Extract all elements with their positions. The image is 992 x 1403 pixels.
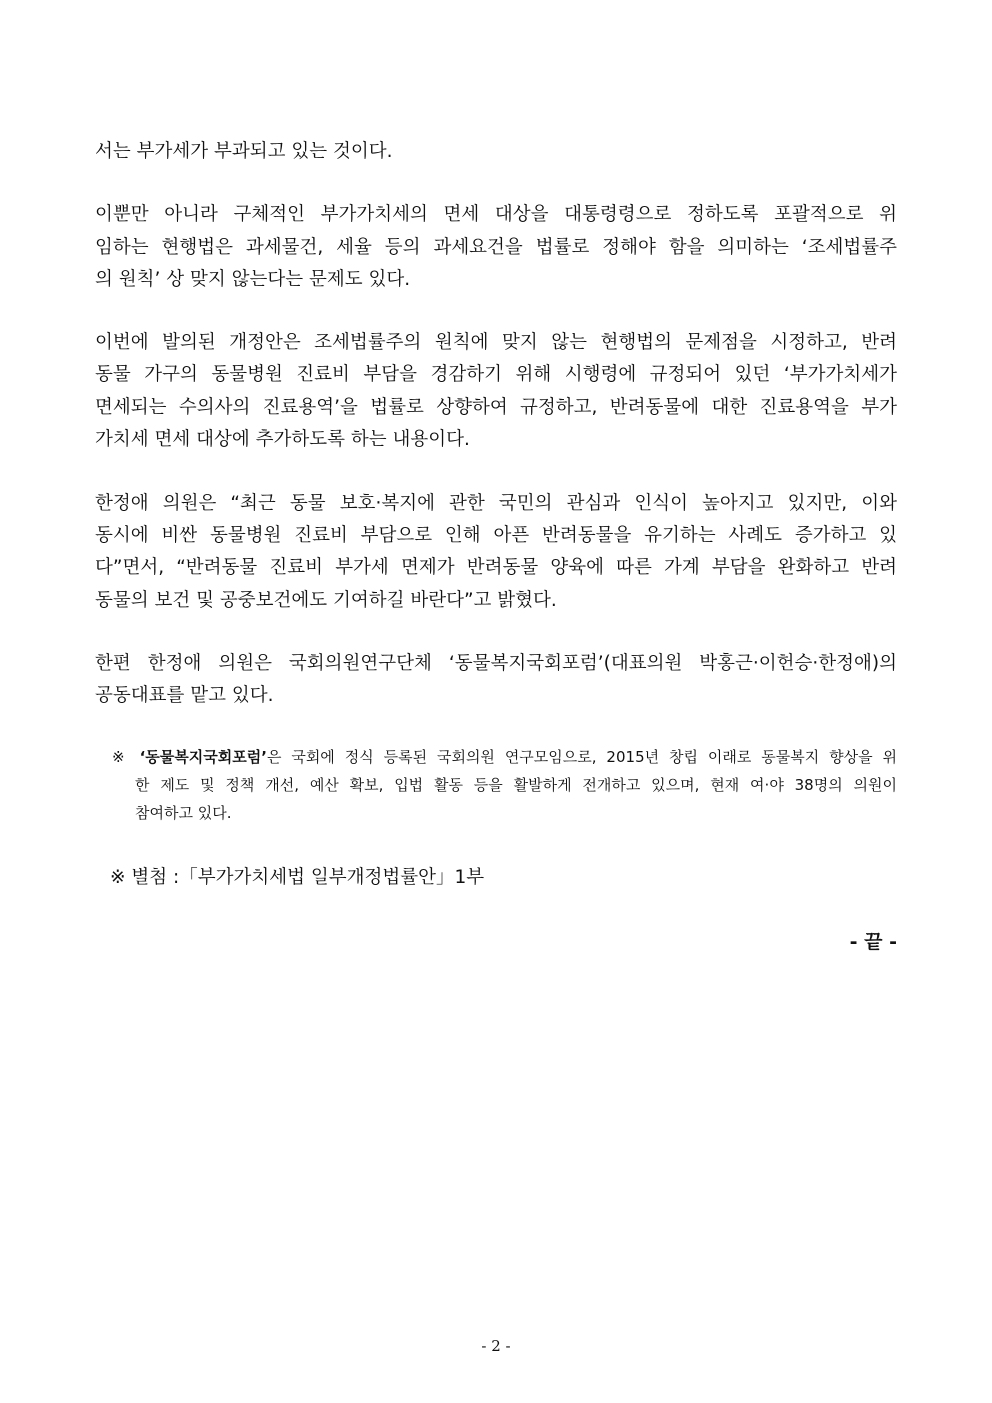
paragraph-line: 이번에 발의된 개정안은 조세법률주의 원칙에 맞지 않는 현행법의 문제점을 시정하고, 반려 (95, 332, 897, 353)
footnote-line (112, 746, 897, 768)
paragraph-line: 가치세 면세 대상에 추가하도록 하는 내용이다. (95, 429, 470, 450)
forum-name: ‘동물복지국회포럼’ (139, 748, 267, 766)
paragraph-line: 동물의 보건 및 공중보건에도 기여하길 바란다”고 밝혔다. (95, 590, 557, 611)
paragraph-line: 공동대표를 맡고 있다. (95, 685, 274, 706)
page-number: - 2 - (481, 1337, 511, 1355)
paragraph-line: 동시에 비싼 동물병원 진료비 부담으로 인해 아픈 반려동물을 유기하는 사례도 증가하고 있 (95, 525, 897, 546)
paragraph-line: 한편 한정애 의원은 국회의원연구단체 ‘동물복지국회포럼’(대표의원 박홍근·이헌승·한정애)의 (95, 653, 897, 674)
paragraph-line: 이뿐만 아니라 구체적인 부가가치세의 면세 대상을 대통령령으로 정하도록 포괄적으로 위 (95, 204, 897, 225)
paragraph-line: 동물 가구의 동물병원 진료비 부담을 경감하기 위해 시행령에 규정되어 있던 ‘부가가치세가 (95, 364, 897, 385)
footnote-text: 은 국회에 정식 등록된 국회의원 연구모임으로, 2015년 창립 이래로 동물복지 향상을 위 (266, 748, 897, 766)
footnote-line: 한 제도 및 정책 개선, 예산 확보, 입법 활동 등을 활발하게 전개하고 있으며, 현재 여·야 38명의 의원이 (135, 776, 897, 794)
paragraph-line: 면세되는 수의사의 진료용역’을 법률로 상향하여 규정하고, 반려동물에 대한 진료용역을 부가 (95, 397, 897, 418)
paragraph-line: 임하는 현행법은 과세물건, 세율 등의 과세요건을 법률로 정해야 함을 의미하는 ‘조세법률주 (95, 237, 897, 258)
reference-mark: ※ (112, 748, 140, 766)
paragraph-line: 의 원칙’ 상 맞지 않는다는 문제도 있다. (95, 269, 411, 290)
paragraph-line: 서는 부가세가 부과되고 있는 것이다. (95, 141, 393, 162)
end-mark: - 끝 - (849, 931, 897, 953)
footnote-line: 참여하고 있다. (135, 804, 232, 822)
attachment-note: ※ 별첨 :「부가가치세법 일부개정법률안」1부 (110, 867, 485, 888)
paragraph-line: 한정애 의원은 “최근 동물 보호·복지에 관한 국민의 관심과 인식이 높아지고 있지만, 이와 (95, 493, 897, 514)
paragraph-line: 다”면서, “반려동물 진료비 부가세 면제가 반려동물 양육에 따른 가계 부담을 완화하고 반려 (95, 557, 897, 578)
